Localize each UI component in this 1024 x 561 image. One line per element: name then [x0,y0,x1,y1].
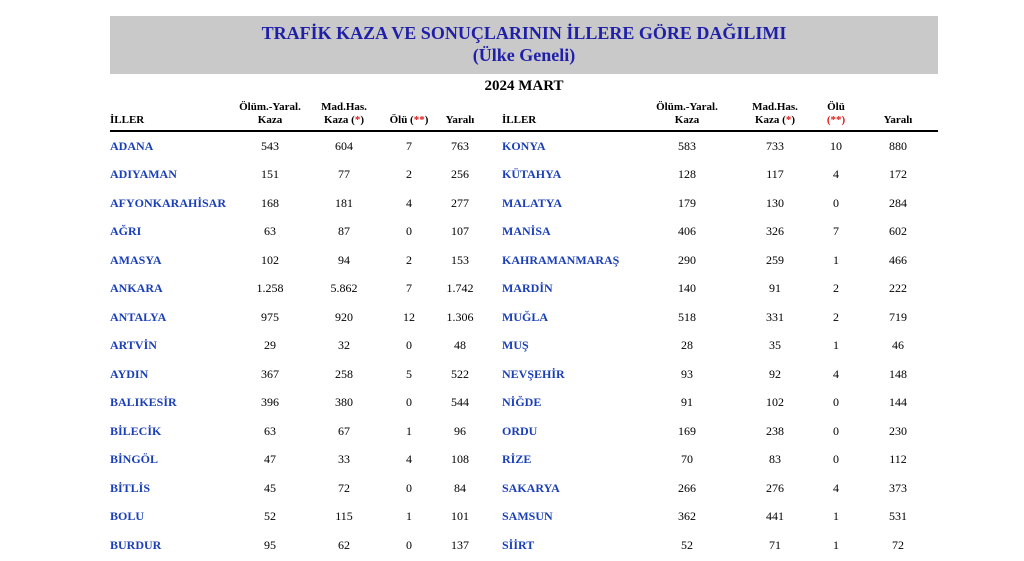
dead-count: 7 [406,281,412,296]
injury-accident-count: 52 [264,509,276,524]
injury-accident-count: 975 [261,309,279,324]
column-gap [488,275,502,304]
dead-count: 12 [403,309,415,324]
damage-accident-count: 77 [338,167,350,182]
table-row [110,246,938,275]
province-name: ADIYAMAN [110,167,177,182]
injured-count: 153 [451,252,469,267]
province-name: SİİRT [502,537,535,552]
column-gap [488,446,502,475]
injury-accident-count: 266 [678,480,696,495]
injury-accident-count: 70 [681,452,693,467]
column-gap [488,332,502,361]
dead-count: 10 [830,138,842,153]
report-period: 2024 MART [484,78,564,94]
province-name: KÜTAHYA [502,167,562,182]
title-banner [110,16,938,74]
damage-accident-count: 32 [338,338,350,353]
injury-accident-count: 63 [264,423,276,438]
province-name: BURDUR [110,537,162,552]
dead-count: 1 [833,537,839,552]
damage-accident-count: 35 [769,338,781,353]
injured-count: 1.306 [446,309,474,324]
province-name: AYDIN [110,366,149,381]
damage-accident-count: 83 [769,452,781,467]
dead-count: 4 [833,366,839,381]
column-gap [488,389,502,418]
province-name: AĞRI [110,224,142,239]
province-name: ARTVİN [110,338,157,353]
damage-accident-count: 102 [766,395,784,410]
table-row [110,303,938,332]
damage-accident-count: 67 [338,423,350,438]
table-row [110,131,938,161]
injured-count: 46 [892,338,904,353]
dead-count: 4 [833,480,839,495]
table-row [110,189,938,218]
dead-count: 2 [406,167,412,182]
damage-accident-count: 441 [766,509,784,524]
province-name: SAMSUN [502,509,553,524]
dead-count: 0 [406,537,412,552]
col-injury-accident-left: Ölüm.-Yaral. Kaza [238,99,302,131]
dead-count: 7 [833,224,839,239]
dead-count: 1 [833,338,839,353]
dead-count: 0 [406,480,412,495]
injury-accident-count: 367 [261,366,279,381]
injury-accident-count: 52 [681,537,693,552]
injury-accident-count: 63 [264,224,276,239]
table-row [110,417,938,446]
injury-accident-count: 140 [678,281,696,296]
injured-count: 101 [451,509,469,524]
damage-accident-count: 62 [338,537,350,552]
injury-accident-count: 179 [678,195,696,210]
injured-count: 107 [451,224,469,239]
dead-count: 1 [833,252,839,267]
injury-accident-count: 362 [678,509,696,524]
damage-accident-count: 733 [766,138,784,153]
province-name: ANTALYA [110,309,167,324]
damage-accident-count: 276 [766,480,784,495]
province-name: MANİSA [502,224,551,239]
province-name: BİLECİK [110,423,162,438]
damage-accident-count: 331 [766,309,784,324]
table-row [110,389,938,418]
province-name: ADANA [110,138,154,153]
table-row [110,446,938,475]
injury-accident-count: 543 [261,138,279,153]
damage-accident-count: 117 [766,167,784,182]
injury-accident-count: 28 [681,338,693,353]
dead-count: 0 [833,195,839,210]
column-gap [488,303,502,332]
damage-accident-count: 604 [335,138,353,153]
table-row [110,218,938,247]
damage-accident-count: 91 [769,281,781,296]
column-gap [488,503,502,532]
injured-count: 1.742 [446,281,474,296]
column-gap [488,531,502,560]
table-row [110,474,938,503]
injury-accident-count: 102 [261,252,279,267]
dead-count: 4 [406,195,412,210]
table-row [110,161,938,190]
injured-count: 112 [889,452,907,467]
injured-count: 277 [451,195,469,210]
province-name: SAKARYA [502,480,560,495]
injured-count: 466 [889,252,907,267]
injured-count: 719 [889,309,907,324]
injury-accident-count: 518 [678,309,696,324]
injury-accident-count: 45 [264,480,276,495]
damage-accident-count: 115 [335,509,353,524]
damage-accident-count: 181 [335,195,353,210]
col-province-right: İLLER [502,99,638,131]
injured-count: 284 [889,195,907,210]
dead-count: 1 [406,509,412,524]
dead-count: 0 [406,224,412,239]
injured-count: 72 [892,537,904,552]
dead-count: 2 [406,252,412,267]
injured-count: 602 [889,224,907,239]
damage-accident-count: 238 [766,423,784,438]
injury-accident-count: 29 [264,338,276,353]
column-gap [488,218,502,247]
damage-accident-count: 380 [335,395,353,410]
dead-count: 0 [406,338,412,353]
damage-accident-count: 130 [766,195,784,210]
province-name: MALATYA [502,195,563,210]
province-name: MUŞ [502,338,529,353]
province-name: BALIKESİR [110,395,177,410]
report-subtitle: (Ülke Geneli) [472,45,576,65]
report-title: TRAFİK KAZA VE SONUÇLARININ İLLERE GÖRE DAĞILIMI [261,23,787,43]
province-name: RİZE [502,452,532,467]
table-row [110,360,938,389]
dead-count: 4 [833,167,839,182]
dead-count: 4 [406,452,412,467]
col-damage-accident-right: Mad.Has. Kaza (*) [736,99,814,131]
dead-count: 1 [833,509,839,524]
injured-count: 137 [451,537,469,552]
injury-accident-count: 290 [678,252,696,267]
injured-count: 763 [451,138,469,153]
injury-accident-count: 396 [261,395,279,410]
province-name: ANKARA [110,281,163,296]
injury-accident-count: 1.258 [256,281,284,296]
province-name: AMASYA [110,252,162,267]
injured-count: 544 [451,395,469,410]
injured-count: 48 [454,338,466,353]
damage-accident-count: 259 [766,252,784,267]
damage-accident-count: 920 [335,309,353,324]
injured-count: 222 [889,281,907,296]
injury-accident-count: 47 [264,452,276,467]
province-name: BİTLİS [110,480,151,495]
province-name: MUĞLA [502,309,548,324]
province-name: BOLU [110,509,145,524]
injured-count: 84 [454,480,466,495]
column-gap [488,474,502,503]
damage-accident-count: 72 [338,480,350,495]
dead-count: 0 [833,395,839,410]
injury-accident-count: 583 [678,138,696,153]
injury-accident-count: 169 [678,423,696,438]
table-header-row [110,99,938,131]
dead-count: 2 [833,281,839,296]
damage-accident-count: 5.862 [330,281,358,296]
province-name: KAHRAMANMARAŞ [502,252,620,267]
column-gap [488,189,502,218]
injured-count: 148 [889,366,907,381]
province-name: MARDİN [502,281,553,296]
injured-count: 172 [889,167,907,182]
col-gap [488,99,502,131]
accident-table [110,99,938,560]
province-name: NİĞDE [502,395,542,410]
province-name: NEVŞEHİR [502,366,565,381]
injury-accident-count: 151 [261,167,279,182]
injured-count: 256 [451,167,469,182]
dead-count: 0 [833,452,839,467]
dead-count: 1 [406,423,412,438]
table-row [110,332,938,361]
injury-accident-count: 128 [678,167,696,182]
table-row [110,531,938,560]
column-gap [488,360,502,389]
damage-accident-count: 87 [338,224,350,239]
damage-accident-count: 94 [338,252,350,267]
injury-accident-count: 93 [681,366,693,381]
injury-accident-count: 91 [681,395,693,410]
dead-count: 0 [833,423,839,438]
damage-accident-count: 71 [769,537,781,552]
injured-count: 373 [889,480,907,495]
col-province-left: İLLER [110,99,238,131]
table-row [110,503,938,532]
col-injured-left: Yaralı [432,99,488,131]
province-name: AFYONKARAHİSAR [110,195,227,210]
dead-count: 5 [406,366,412,381]
damage-accident-count: 326 [766,224,784,239]
table-row [110,275,938,304]
column-gap [488,131,502,161]
injured-count: 144 [889,395,907,410]
injured-count: 230 [889,423,907,438]
col-dead-right: Ölü (**) [814,99,858,131]
province-name: KONYA [502,138,546,153]
col-injured-right: Yaralı [858,99,938,131]
injury-accident-count: 168 [261,195,279,210]
damage-accident-count: 33 [338,452,350,467]
injured-count: 522 [451,366,469,381]
col-dead-left: Ölü (**) [386,99,432,131]
injured-count: 96 [454,423,466,438]
col-injury-accident-right: Ölüm.-Yaral. Kaza [638,99,736,131]
dead-count: 7 [406,138,412,153]
injured-count: 880 [889,138,907,153]
injury-accident-count: 95 [264,537,276,552]
injured-count: 108 [451,452,469,467]
damage-accident-count: 92 [769,366,781,381]
column-gap [488,417,502,446]
injury-accident-count: 406 [678,224,696,239]
province-name: BİNGÖL [110,452,159,467]
dead-count: 2 [833,309,839,324]
column-gap [488,161,502,190]
column-gap [488,246,502,275]
dead-count: 0 [406,395,412,410]
col-damage-accident-left: Mad.Has. Kaza (*) [302,99,386,131]
injured-count: 531 [889,509,907,524]
province-name: ORDU [502,423,538,438]
damage-accident-count: 258 [335,366,353,381]
